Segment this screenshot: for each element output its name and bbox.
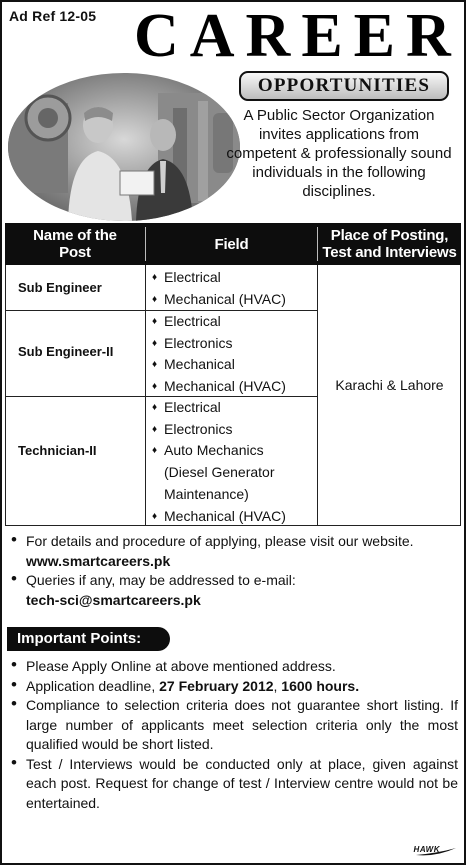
field-item: ♦ Electrical bbox=[152, 311, 286, 333]
fields-technician-ii bbox=[152, 397, 286, 527]
header-place-line: Place of Posting, bbox=[330, 227, 449, 244]
engineers-photo bbox=[8, 73, 240, 221]
intro-text bbox=[216, 106, 462, 201]
place-of-posting: Karachi & Lahore bbox=[335, 377, 444, 393]
important-points-list bbox=[8, 657, 458, 813]
agency-swoosh-icon bbox=[413, 845, 456, 857]
deadline-separator: , bbox=[273, 677, 282, 694]
important-points-heading: Important Points: bbox=[7, 627, 170, 651]
fields-sub-engineer-ii bbox=[152, 311, 286, 398]
application-info bbox=[8, 532, 460, 610]
intro-line: A Public Sector Organization bbox=[243, 107, 435, 124]
field-item-continued: Maintenance) bbox=[164, 485, 249, 502]
post-sub-engineer-ii: Sub Engineer-II bbox=[18, 344, 114, 359]
intro-line: disciplines. bbox=[302, 183, 376, 200]
header-post-line: Post bbox=[59, 244, 91, 261]
website-link[interactable]: www.smartcareers.pk bbox=[26, 552, 171, 569]
table-body bbox=[5, 265, 461, 526]
positions-table bbox=[5, 223, 461, 526]
field-item: ♦ Electronics bbox=[152, 419, 286, 441]
intro-line: competent & professionally sound bbox=[226, 145, 452, 162]
post-sub-engineer: Sub Engineer bbox=[18, 280, 102, 295]
deadline-date: 27 February 2012 bbox=[159, 677, 274, 694]
deadline-label: Application deadline, bbox=[26, 677, 160, 694]
opportunities-banner: OPPORTUNITIES bbox=[239, 71, 449, 101]
intro-line: invites applications from bbox=[258, 126, 420, 143]
header-place-line: Test and Interviews bbox=[322, 244, 457, 261]
deadline-time: 1600 hours. bbox=[281, 677, 360, 694]
point-deadline bbox=[8, 677, 458, 697]
field-item: ♦ Mechanical (HVAC) bbox=[152, 506, 286, 528]
point-apply-online: • Please Apply Online at above mentioned address. bbox=[8, 657, 458, 677]
field-item: ♦ Electronics bbox=[152, 333, 286, 355]
field-item: ♦ Electrical bbox=[152, 267, 286, 289]
table-header bbox=[5, 223, 461, 265]
agency-logo: HAWK bbox=[413, 845, 440, 854]
ad-reference: Ad Ref 12-05 bbox=[9, 8, 97, 24]
header-place bbox=[318, 223, 461, 265]
website-instruction: • For details and procedure of applying, please visit our website. bbox=[8, 532, 460, 552]
point-selection-criteria: • Compliance to selection criteria does not guarantee short listing. If large number of applicants meet selection criteria only the most qualified would be short listed. bbox=[8, 696, 458, 755]
post-technician-ii: Technician-II bbox=[18, 443, 97, 458]
header-post bbox=[5, 223, 145, 265]
field-item-continued: (Diesel Generator bbox=[164, 464, 275, 481]
point-test-centre: • Test / Interviews would be conducted only at place, given against each post. Request for change of test / Interview centre would not be entertained. bbox=[8, 755, 458, 814]
intro-line: individuals in the following bbox=[252, 164, 426, 181]
career-title: CAREER bbox=[134, 2, 462, 70]
field-item: ♦ Mechanical (HVAC) bbox=[152, 289, 286, 311]
header-field: Field bbox=[214, 235, 249, 253]
header-post-line: Name of the bbox=[33, 227, 117, 244]
field-item: ♦ Electrical bbox=[152, 397, 286, 419]
email-link[interactable]: tech-sci@smartcareers.pk bbox=[26, 591, 201, 608]
field-item: ♦ Auto Mechanics bbox=[152, 440, 286, 462]
field-item: ♦ Mechanical (HVAC) bbox=[152, 376, 286, 398]
field-item: ♦ Mechanical bbox=[152, 354, 286, 376]
email-instruction: • Queries if any, may be addressed to e-mail: bbox=[8, 571, 460, 591]
fields-sub-engineer bbox=[152, 267, 286, 310]
